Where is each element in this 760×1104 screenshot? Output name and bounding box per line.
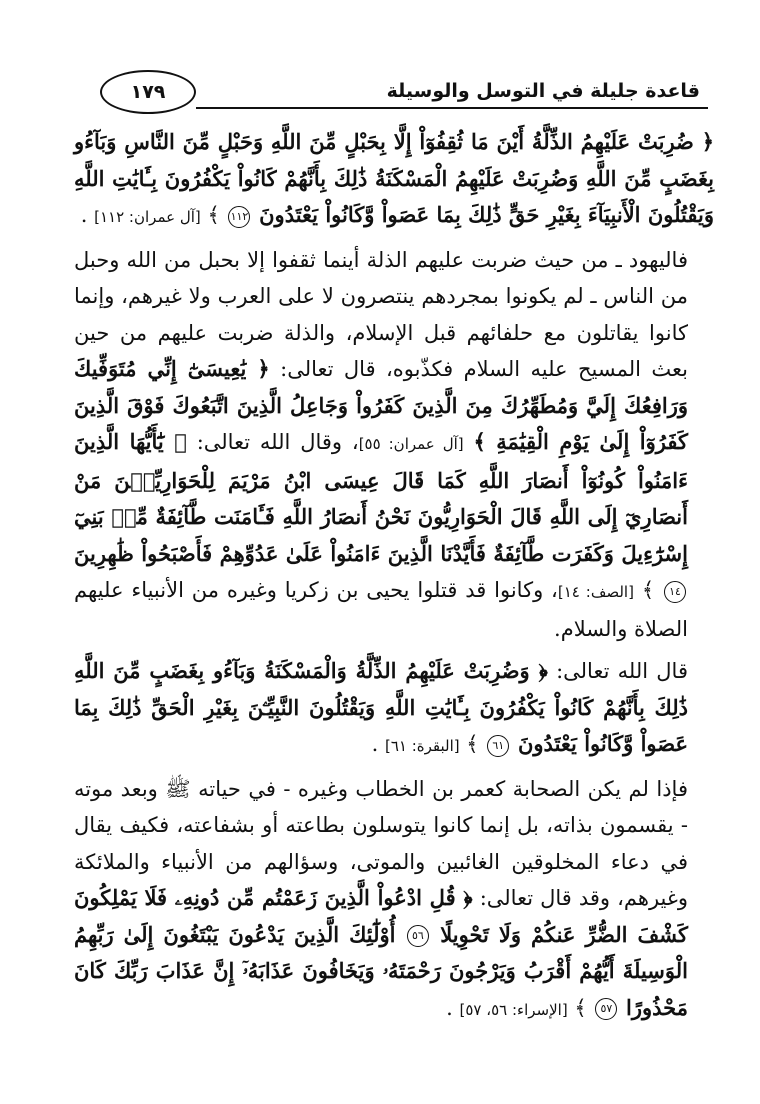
quran-verse-isra-57: أُوْلَٰٓئِكَ الَّذِينَ يَدْعُونَ يَبْتَغُونَ إِلَىٰ رَبِّهِمُ الْوَسِيلَةَ أَيُّهُمْ أَقْرَبُ وَيَرْجُونَ رَحْمَتَهُۥ وَيَخَافُونَ عَذَابَهُۥٓ إِنَّ عَذَابَ رَبِّكَ كَانَ مَحْذُورًا [74,921,688,1020]
quran-verse-saff: ﴿ يَٰٓأَيُّهَا الَّذِينَ ءَامَنُواْ كُونُوٓاْ أَنصَارَ اللَّهِ كَمَا قَالَ عِيسَى ابْنُ مَرْيَمَ لِلْحَوَارِيِّـۧنَ مَنْ أَنصَارِيٓ إِلَى اللَّهِ قَالَ الْحَوَارِيُّونَ نَحْنُ أَنصَارُ اللَّهِ فَـَٔامَنَت طَّآئِفَةٌ مِّنۢ بَنِيٓ إِسْرَٰٓءِيلَ وَكَفَرَت طَّآئِفَةٌ فَأَيَّدْنَا الَّذِينَ ءَامَنُواْ عَلَىٰ عَدُوِّهِمْ فَأَصْبَحُواْ ظَٰهِرِينَ [74,429,688,566]
paragraph-tail: ، وكانوا قد قتلوا يحيى بن زكريا وغيره من الأنبياء عليهم الصلاة والسلام. [74,578,688,641]
paragraph-text: فإذا لم يكن الصحابة كعمر بن الخطاب وغيره - في حياته ﷺ وبعد موته - يقسمون بذاته، بل إنما كانوا يتوسلون بطاعته أو بشفاعته، فكيف يقال في دعاء المخلوقين الغائبين والموتى، وسؤالهم من الأنبياء والملائكة وغيرهم، وقد قال تعالى: [74,776,688,910]
connector-text: ، وقال الله تعالى: [196,430,359,454]
verse-reference: [الإسراء: ٥٦، ٥٧] [459,1000,568,1019]
verse-number-marker: ٦١ [487,735,509,757]
paragraph-quran-112 [74,124,714,236]
paragraph-baqarah [74,653,714,765]
verse-reference: [آل عمران: ١١٢] [94,208,201,226]
verse-reference: [البقرة: ٦١] [384,737,460,755]
sentence-end: . [371,732,379,756]
verse-reference: [الصف: ١٤] [557,583,634,601]
paragraph-text: فاليهود ـ من حيث ضربت عليهم الذلة أينما ثقفوا إلا بحبل من الله وحبل من الناس ـ لم يكونوا بمجردهم ينتصرون لا على العرب ولا غيرهم، وإنما كانوا يقاتلون مع حلفائهم قبل الإسلام، والذلة ضربت عليهم من حين بعث المسيح عليه السلام فكذّبوه، قال تعالى: [74,247,688,381]
verse-number-marker: ٥٦ [407,925,429,947]
body-text [74,124,714,1034]
verse-number-marker: ١١٢ [228,206,250,228]
quran-verse-isra-56: ﴿ قُلِ ادْعُواْ الَّذِينَ زَعَمْتُم مِّن دُونِهِۦ فَلَا يَمْلِكُونَ كَشْفَ الضُّرِّ عَنكُمْ وَلَا تَحْوِيلًا [74,885,688,947]
lead-text: قال الله تعالى: [556,659,688,683]
sentence-end: . [80,203,88,227]
paragraph-jews [74,242,714,648]
closing-brace: ﴾ [574,995,587,1020]
page-number: ١٧٩ [130,81,166,103]
paragraph-companions [74,771,714,1029]
verse-number-marker: ١٤ [664,581,686,603]
sentence-end: . [446,995,453,1020]
verse-number-marker: ٥٧ [595,998,617,1020]
quran-verse-isa: ﴿ يَٰعِيسَىٰٓ إِنِّي مُتَوَفِّيكَ وَرَافِعُكَ إِلَيَّ وَمُطَهِّرُكَ مِنَ الَّذِينَ كَفَرُواْ وَجَاعِلُ الَّذِينَ اتَّبَعُوكَ فَوْقَ الَّذِينَ كَفَرُوٓاْ إِلَىٰ يَوْمِ الْقِيَٰمَةِ ﴾ [74,356,688,454]
quran-verse: ﴿ ضُرِبَتْ عَلَيْهِمُ الذِّلَّةُ أَيْنَ مَا ثُقِفُوٓاْ إِلَّا بِحَبْلٍ مِّنَ اللَّهِ وَحَبْلٍ مِّنَ النَّاسِ وَبَآءُو بِغَضَبٍ مِّنَ اللَّهِ وَضُرِبَتْ عَلَيْهِمُ الْمَسْكَنَةُ ذَٰلِكَ بِأَنَّهُمْ كَانُواْ يَكْفُرُونَ بِـَٔايَٰتِ اللَّهِ وَيَقْتُلُونَ الْأَنبِيَآءَ بِغَيْرِ حَقٍّ ذَٰلِكَ بِمَا عَصَواْ وَّكَانُواْ يَعْتَدُونَ [74,129,714,227]
verse-reference: [آل عمران: ٥٥] [358,435,464,453]
quran-verse: ﴿ وَضُرِبَتْ عَلَيْهِمُ الذِّلَّةُ وَالْمَسْكَنَةُ وَبَآءُو بِغَضَبٍ مِّنَ اللَّهِ ذَٰلِكَ بِأَنَّهُمْ كَانُواْ يَكْفُرُونَ بِـَٔايَٰتِ اللَّهِ وَيَقْتُلُونَ النَّبِيِّـۧنَ بِغَيْرِ الْحَقِّ ذَٰلِكَ بِمَا عَصَواْ وَّكَانُواْ يَعْتَدُونَ [74,658,688,756]
closing-brace: ﴾ [207,203,220,227]
running-header-title: قاعدة جليلة في التوسل والوسيلة [386,80,700,102]
page-number-oval [100,70,196,114]
closing-brace: ﴾ [466,732,479,756]
closing-brace: ﴾ [641,578,655,602]
header-rule [196,107,708,109]
